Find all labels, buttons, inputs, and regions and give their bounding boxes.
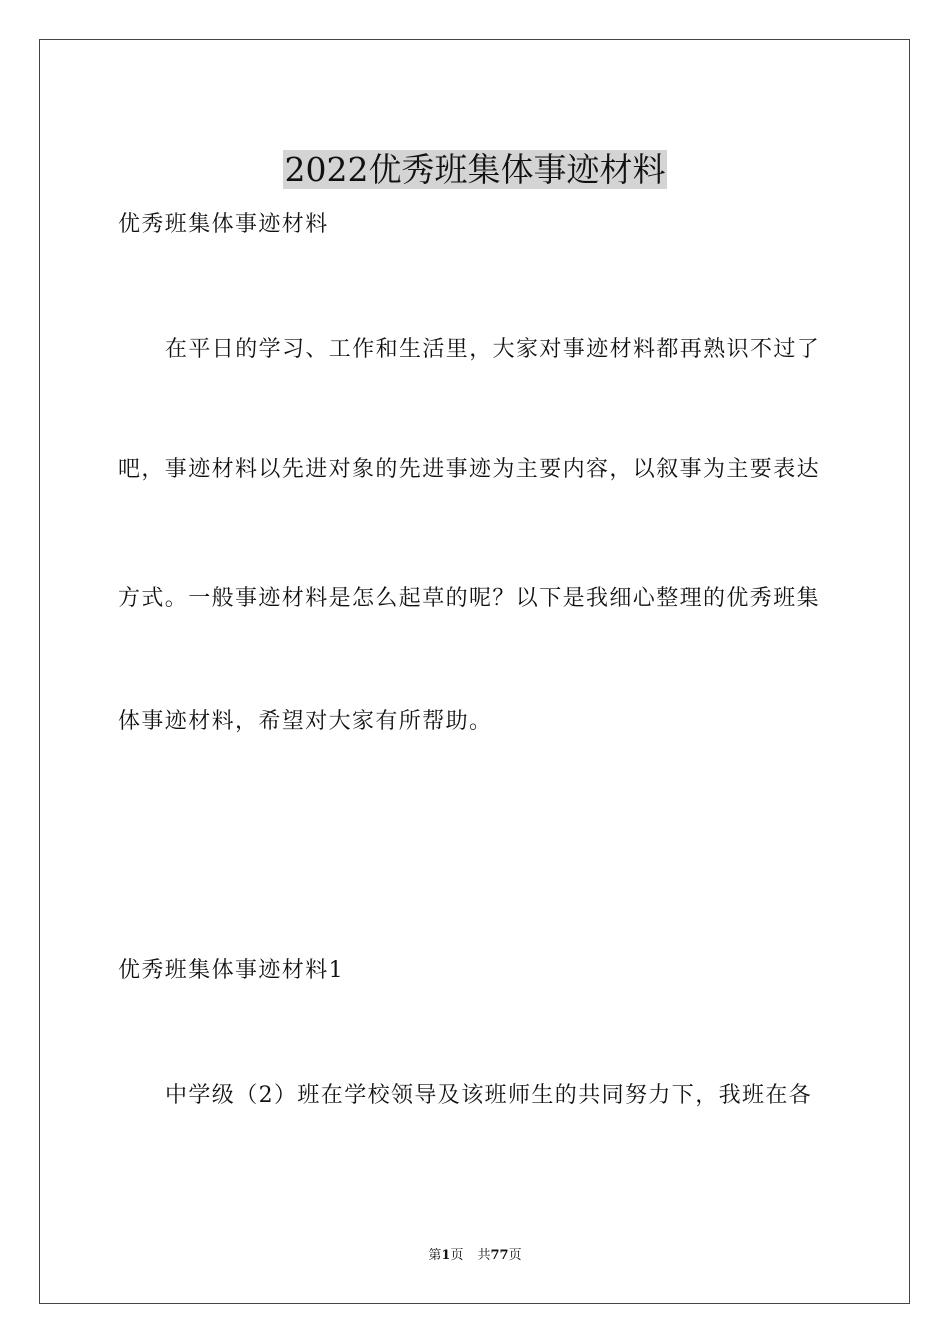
section-heading: 优秀班集体事迹材料1 <box>118 958 344 983</box>
document-title <box>0 148 950 192</box>
footer-total-suffix: 页 <box>508 1248 522 1263</box>
paragraph-line: 在平日的学习、工作和生活里，大家对事迹材料都再熟识不过了 <box>165 337 821 362</box>
paragraph-line: 中学级（2）班在学校领导及该班师生的共同努力下，我班在各 <box>165 1083 813 1108</box>
page-footer <box>0 1247 950 1265</box>
footer-page-prefix: 第 <box>428 1248 442 1263</box>
footer-page-suffix: 页 <box>450 1248 464 1263</box>
paragraph-line: 方式。一般事迹材料是怎么起草的呢？以下是我细心整理的优秀班集 <box>118 586 821 611</box>
footer-total-prefix: 共 <box>477 1248 491 1263</box>
footer-page-current: 1 <box>441 1248 451 1263</box>
document-title-text: 2022优秀班集体事迹材料 <box>284 150 666 190</box>
section-heading: 优秀班集体事迹材料 <box>118 212 329 237</box>
footer-page-total: 77 <box>490 1248 509 1263</box>
paragraph-line: 吧，事迹材料以先进对象的先进事迹为主要内容，以叙事为主要表达 <box>118 457 821 482</box>
paragraph-line: 体事迹材料，希望对大家有所帮助。 <box>118 709 493 734</box>
